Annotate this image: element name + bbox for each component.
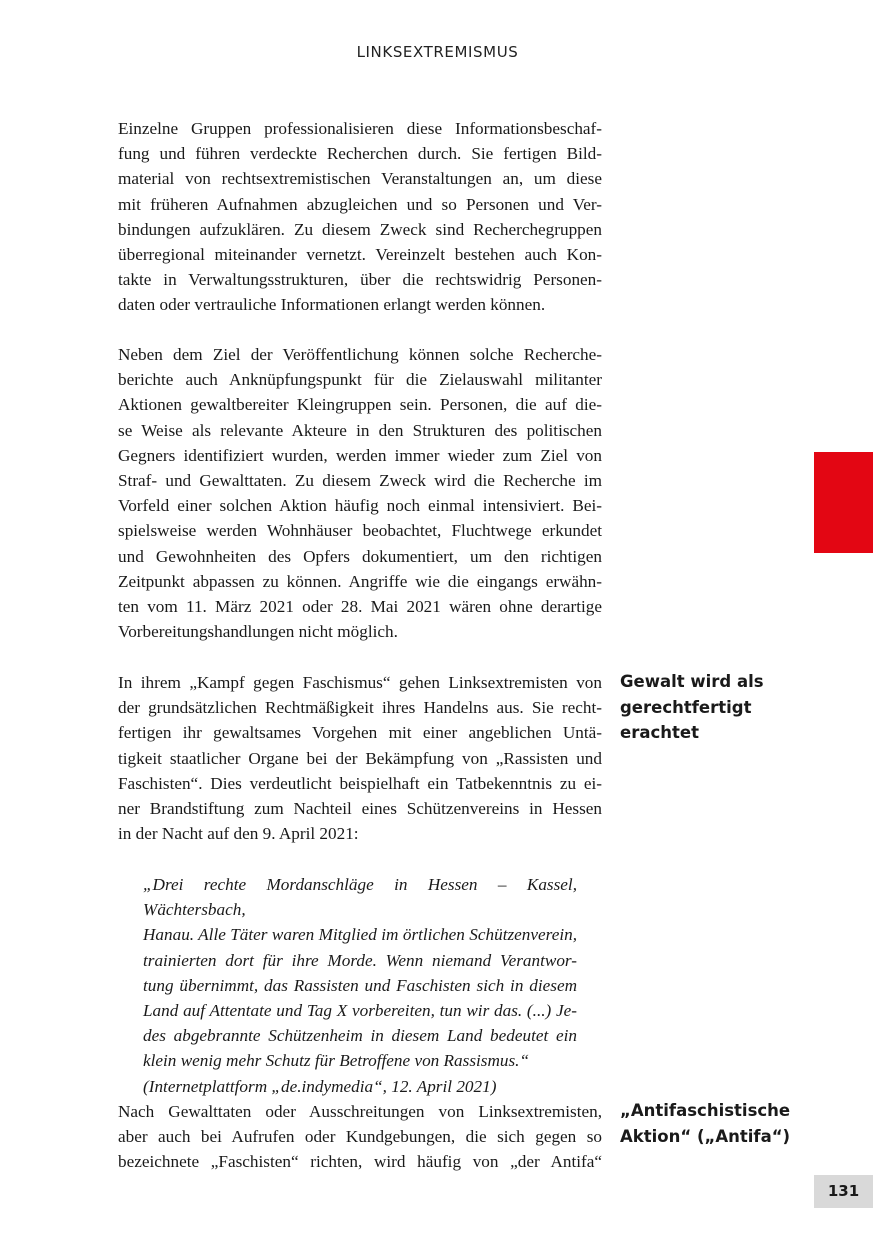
text-line: daten oder vertrauliche Informationen erlangt werden können.	[118, 295, 546, 315]
margin-note-line: „Antifaschistische	[620, 1101, 791, 1120]
text-line: Straf- und Gewalttaten. Zu diesem Zweck wird die Recherche im	[118, 471, 602, 491]
text-line: spielsweise werden Wohnhäuser beobachtet, Fluchtwege erkundet	[118, 521, 602, 541]
text-line: in der Nacht auf den 9. April 2021:	[118, 824, 359, 844]
quote-source: (Internetplattform „de.indymedia“, 12. April 2021)	[143, 1076, 497, 1096]
text-line: Vorfeld einer solchen Aktion häufig noch einmal intensiviert. Bei-	[118, 496, 602, 516]
text-line: material von rechtsextremistischen Veranstaltungen an, um diese	[118, 169, 602, 189]
text-line: und Gewohnheiten des Opfers dokumentiert, um den richtigen	[118, 546, 602, 566]
text-line: fertigen ihr gewaltsames Vorgehen mit einer angeblichen Untä-	[118, 723, 602, 743]
text-line: fung und führen verdeckte Recherchen durch. Sie fertigen Bild-	[118, 144, 602, 164]
margin-note-line: gerechtfertigt	[620, 697, 752, 717]
chapter-tab-marker	[814, 452, 873, 553]
text-line: Faschisten“. Dies verdeutlicht beispielhaft ein Tatbekenntnis zu ei-	[118, 773, 602, 793]
body-paragraph-1	[118, 116, 602, 318]
text-line: Nach Gewalttaten oder Ausschreitungen von Linksextremisten,	[118, 1102, 602, 1121]
quote-line: des abgebrannte Schützenheim in diesem Land bedeutet ein	[143, 1026, 577, 1046]
text-line: Einzelne Gruppen professionalisieren diese Informationsbeschaf-	[118, 119, 602, 138]
margin-note-line: Gewalt wird als	[620, 672, 764, 691]
margin-note-line: erachtet	[620, 723, 699, 742]
quote-line: Hanau. Alle Täter waren Mitglied im örtlichen Schützenverein,	[143, 925, 577, 945]
text-line: mit früheren Aufnahmen abzugleichen und so Personen und Ver-	[118, 194, 602, 214]
body-paragraph-3	[118, 670, 602, 846]
quote-line: Land auf Attentate und Tag X vorbereiten, tun wir das. (...) Je-	[143, 1001, 577, 1021]
text-line: aber auch bei Aufrufen oder Kundgebungen, die sich gegen so	[118, 1127, 602, 1147]
body-paragraph-2	[118, 342, 602, 644]
text-line: bezeichnete „Faschisten“ richten, wird häufig von „der Antifa“	[118, 1152, 602, 1172]
text-line: Vorbereitungshandlungen nicht möglich.	[118, 622, 398, 642]
text-line: berichte auch Anknüpfungspunkt für die Zielauswahl militanter	[118, 370, 602, 390]
body-paragraph-4	[118, 1099, 602, 1175]
text-line: tigkeit staatlicher Organe bei der Bekämpfung von „Rassisten und	[118, 748, 602, 768]
text-line: Neben dem Ziel der Veröffentlichung können solche Recherche-	[118, 345, 602, 364]
quote-line: tung übernimmt, das Rassisten und Faschisten sich in diesem	[143, 975, 577, 995]
text-line: Aktionen gewaltbereiter Kleingruppen sein. Personen, die auf die-	[118, 395, 602, 415]
text-line: ten vom 11. März 2021 oder 28. Mai 2021 wären ohne derartige	[118, 597, 602, 617]
text-line: ner Brandstiftung zum Nachteil eines Schützenvereins in Hessen	[118, 799, 602, 819]
text-line: takte in Verwaltungsstrukturen, über die rechtswidrig Personen-	[118, 270, 602, 290]
quote-line: trainierten dort für ihre Morde. Wenn niemand Verantwor-	[143, 950, 577, 970]
text-line: der grundsätzlichen Rechtmäßigkeit ihres Handelns aus. Sie recht-	[118, 698, 602, 718]
text-line: se Weise als relevante Akteure in den Strukturen des politischen	[118, 420, 602, 440]
block-quote	[143, 872, 577, 1099]
text-line: Zeitpunkt abpassen zu können. Angriffe wie die eingangs erwähn-	[118, 571, 602, 591]
margin-note-antifa	[620, 1098, 870, 1149]
margin-note-line: Aktion“ („Antifa“)	[620, 1126, 791, 1146]
quote-line: klein wenig mehr Schutz für Betroffene von Rassismus.“	[143, 1051, 530, 1071]
margin-note-violence-justified	[620, 669, 870, 746]
text-line: In ihrem „Kampf gegen Faschismus“ gehen Linksextremisten von	[118, 673, 602, 692]
text-line: bindungen aufzuklären. Zu diesem Zweck sind Recherchegruppen	[118, 219, 602, 239]
text-line: überregional miteinander vernetzt. Vereinzelt bestehen auch Kon-	[118, 245, 602, 265]
text-line: Gegners identifiziert wurden, werden immer wieder zum Ziel von	[118, 445, 602, 465]
quote-line: „Drei rechte Mordanschläge in Hessen – Kassel, Wächtersbach,	[143, 875, 577, 920]
page-number: 131	[814, 1175, 873, 1208]
running-header: LINKSEXTREMISMUS	[356, 43, 519, 61]
